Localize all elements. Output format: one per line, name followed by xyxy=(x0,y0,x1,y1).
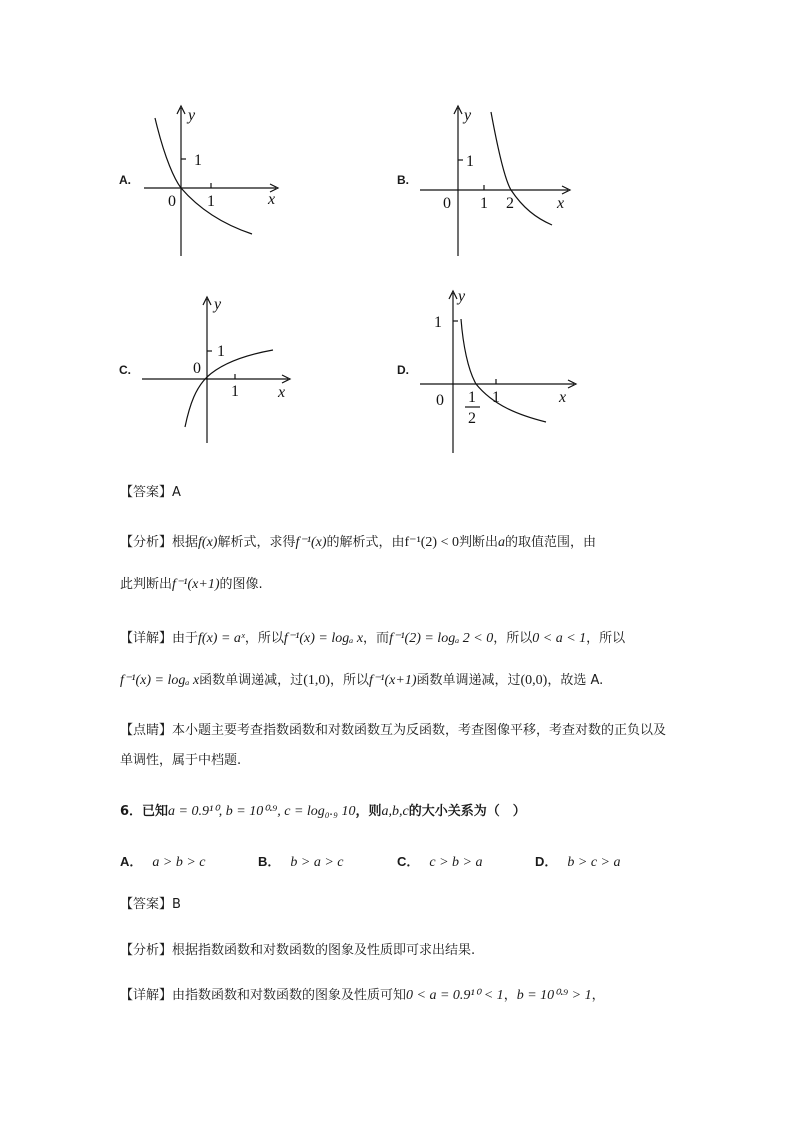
analysis-tag: 【分析】 xyxy=(120,943,173,958)
y-label: y xyxy=(458,288,466,305)
q6-detail: 【详解】由指数函数和对数函数的图象及性质可知0 < a = 0.9¹⁰ < 1，b = 10⁰·⁹ > 1， xyxy=(120,988,605,1003)
answer-value: B xyxy=(172,897,181,912)
q6-stem: 6．已知a = 0.9¹⁰, b = 10⁰·⁹, c = log₀.₉ 10，则a,b,c的大小关系为（ ） xyxy=(120,804,526,819)
detail-tag: 【详解】 xyxy=(120,631,173,646)
q5-answer xyxy=(120,478,680,508)
option-b-label: B. xyxy=(397,173,409,187)
x-tick1-label: 1 xyxy=(480,195,488,212)
x-label: x xyxy=(278,384,286,401)
y-tick-label: 1 xyxy=(434,314,442,331)
detail-tag: 【详解】 xyxy=(120,988,173,1003)
y-tick-label: 1 xyxy=(194,152,202,169)
origin-label: 0 xyxy=(168,193,176,210)
graph-c xyxy=(140,293,300,453)
y-label: y xyxy=(188,107,196,124)
q5-comment: 【点睛】本小题主要考查指数函数和对数函数互为反函数，考查图像平移，考查对数的正负以及单调性，属于中档题. xyxy=(120,723,667,768)
curve-b xyxy=(491,112,552,225)
x-tick-label: 1 xyxy=(207,193,215,210)
origin-label: 0 xyxy=(193,360,201,377)
q6-choice-b[interactable]: B． b > a > c xyxy=(258,854,344,870)
q6-analysis: 【分析】根据指数函数和对数函数的图象及性质即可求出结果. xyxy=(120,943,476,958)
option-a-label: A. xyxy=(119,173,131,187)
comment-tag: 【点睛】 xyxy=(120,723,173,738)
q5-analysis: 【分析】根据f(x)解析式，求得f⁻¹(x)的解析式，由f⁻¹(2) < 0判断出a的取值范围，由 此判断出f⁻¹(x+1)的图像. xyxy=(120,535,597,592)
graph-b xyxy=(418,100,578,260)
option-d-label: D. xyxy=(397,363,409,377)
answer-tag: 【答案】 xyxy=(120,485,173,500)
origin-label: 0 xyxy=(436,392,444,409)
x-tick-label: 1 xyxy=(492,389,500,406)
x-label: x xyxy=(559,389,567,406)
q6-answer xyxy=(120,890,680,920)
option-c-label: C. xyxy=(119,363,131,377)
y-label: y xyxy=(214,296,222,313)
origin-label: 0 xyxy=(443,195,451,212)
x-label: x xyxy=(557,195,565,212)
y-tick-label: 1 xyxy=(466,153,474,170)
q6-choice-d[interactable]: D． b > c > a xyxy=(535,854,621,870)
x-tick-label: 1 xyxy=(231,383,239,400)
y-label: y xyxy=(464,107,472,124)
x-label: x xyxy=(268,191,276,208)
q6-choice-c[interactable]: C． c > b > a xyxy=(397,854,483,870)
half-numerator: 1 xyxy=(468,389,476,406)
curve-a xyxy=(155,118,252,234)
analysis-tag: 【分析】 xyxy=(120,535,173,550)
q6-choice-a[interactable]: A． a > b > c xyxy=(120,854,206,870)
graph-a xyxy=(140,100,290,260)
q5-detail: 【详解】由于f(x) = aˣ，所以f⁻¹(x) = logₐ x，而f⁻¹(2) = logₐ 2 < 0，所以0 < a < 1，所以 f⁻¹(x) = logₐ x函数单调递减，过(1,0)，所以f⁻¹(x+1)函数单调递减，过(0,0)，故选 A. xyxy=(120,631,626,688)
answer-tag: 【答案】 xyxy=(120,897,173,912)
answer-value: A xyxy=(172,485,181,500)
x-tick2-label: 2 xyxy=(506,195,514,212)
y-tick-label: 1 xyxy=(217,343,225,360)
half-denominator: 2 xyxy=(468,410,476,427)
graph-d xyxy=(418,285,583,455)
